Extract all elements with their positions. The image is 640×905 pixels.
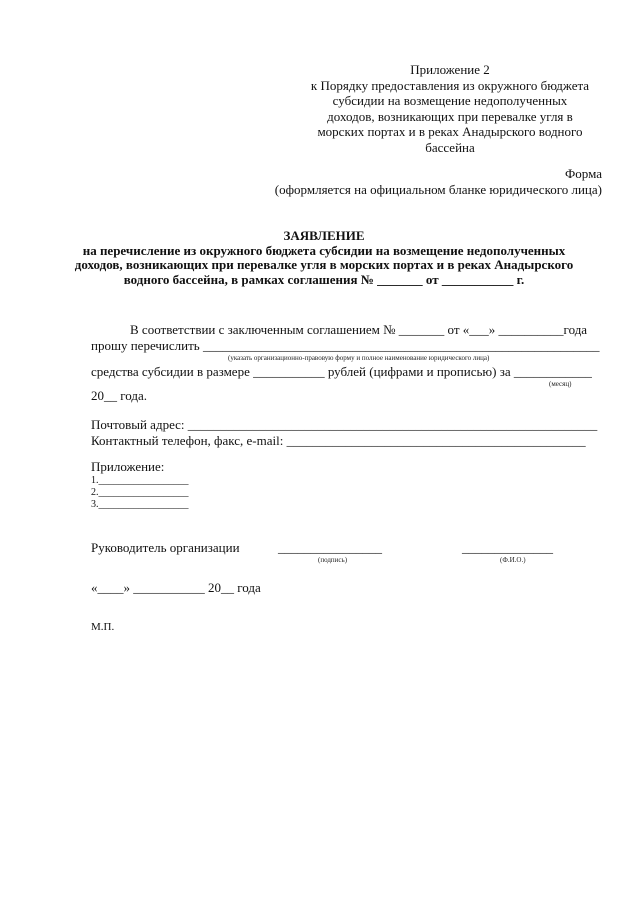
paragraph-line-3: средства субсидии в размере ___________ рублей (цифрами и прописью) за ____________: [91, 364, 592, 379]
appendix-line: доходов, возникающих при перевалке угля в: [327, 108, 573, 124]
appendix-line: к Порядку предоставления из окружного бюджета: [310, 77, 590, 93]
full-name-hint: (Ф.И.О.): [500, 556, 526, 564]
signature-line: ________________: [278, 540, 382, 555]
appendix-line: морских портах и в реках Анадырского водного: [317, 124, 583, 139]
form-label-block: [275, 166, 602, 197]
stamp-place: М.П.: [91, 621, 115, 633]
paragraph-line-2: прошу перечислить _____________________________________________________________: [91, 338, 600, 353]
form-note: (оформляется на официальном бланке юридического лица): [274, 181, 602, 197]
form-label: Форма: [565, 166, 602, 181]
paragraph-line-1: В соответствии с заключенным соглашением № _______ от «___» __________года: [130, 322, 588, 337]
appendix-line: бассейна: [425, 139, 475, 155]
full-name-line: ______________: [462, 540, 553, 555]
contacts-field: Контактный телефон, факс, e-mail: ______________________________________________: [91, 433, 586, 448]
document-title: [60, 229, 588, 287]
attachments-list: [91, 475, 189, 511]
list-item: 2.__________________: [91, 487, 189, 498]
paragraph-line-4: 20__ года.: [91, 388, 148, 403]
title-line: на перечисление из окружного бюджета субсидии на возмещение недополученных: [82, 242, 566, 258]
title-line: доходов, возникающих при перевалке угля в морских портах и в реках Анадырского: [74, 257, 574, 272]
postal-address-field: Почтовый адрес: _______________________________________________________________: [91, 417, 598, 432]
head-of-organization-label: Руководитель организации: [91, 540, 240, 555]
hint-month: (месяц): [549, 380, 572, 388]
appendix-title: Приложение 2: [410, 62, 490, 77]
list-item: 1.__________________: [91, 475, 189, 486]
hint-organization: (указать организационно-правовую форму и полное наименование юридического лица): [228, 354, 490, 362]
date-field: «____» ___________ 20__ года: [91, 580, 261, 595]
title-heading: ЗАЯВЛЕНИЕ: [283, 228, 365, 243]
list-item: 3.__________________: [91, 499, 189, 510]
signature-hint: (подпись): [318, 556, 348, 564]
appendix-line: субсидии на возмещение недополученных: [332, 93, 568, 108]
title-line: водного бассейна, в рамках соглашения № _______ от ___________ г.: [123, 271, 525, 287]
appendix-header: [300, 62, 600, 155]
attachments-label: Приложение:: [91, 459, 165, 474]
